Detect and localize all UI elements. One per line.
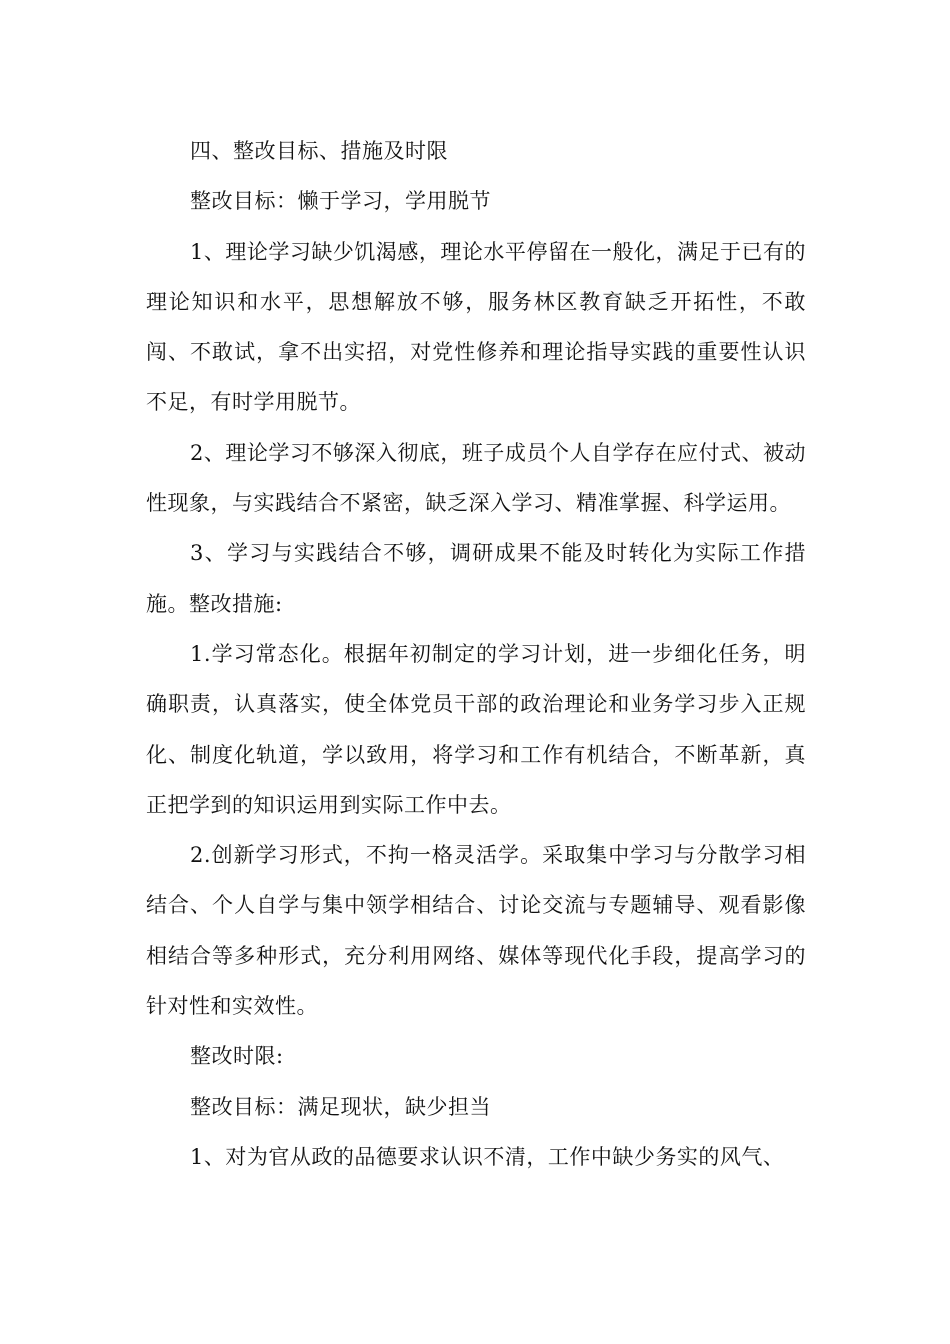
document-body bbox=[146, 126, 806, 1182]
rectification-goal-1: 整改目标：懒于学习，学用脱节 bbox=[190, 189, 491, 214]
rectification-goal-2: 整改目标：满足现状，缺少担当 bbox=[190, 1094, 491, 1119]
paragraph-measure-1: 1.学习常态化。根据年初制定的学习计划，进一步细化任务，明确职责，认真落实，使全体党员干部的政治理论和业务学习步入正规化、制度化轨道，学以致用，将学习和工作有机结合，不断革新，真正把学到的知识运用到实际工作中去。 bbox=[146, 641, 806, 817]
paragraph-problem-3: 3、学习与实践结合不够，调研成果不能及时转化为实际工作措施。整改措施: bbox=[146, 541, 806, 616]
section-heading: 四、整改目标、措施及时限 bbox=[190, 139, 448, 163]
paragraph-problem-2: 2、理论学习不够深入彻底，班子成员个人自学存在应付式、被动性现象，与实践结合不紧密，缺乏深入学习、精准掌握、科学运用。 bbox=[146, 440, 806, 516]
paragraph-problem-1: 1、理论学习缺少饥渴感，理论水平停留在一般化，满足于已有的理论知识和水平，思想解放不够，服务林区教育缺乏开拓性，不敢闯、不敢试，拿不出实招，对党性修养和理论指导实践的重要性认识不足，有时学用脱节。 bbox=[146, 239, 806, 415]
paragraph-problem-4: 1、对为官从政的品德要求认识不清，工作中缺少务实的风气、 bbox=[190, 1144, 785, 1169]
paragraph-measure-2: 2.创新学习形式，不拘一格灵活学。采取集中学习与分散学习相结合、个人自学与集中领学相结合、讨论交流与专题辅导、观看影像相结合等多种形式，充分利用网络、媒体等现代化手段，提高学习的针对性和实效性。 bbox=[146, 843, 806, 1019]
rectification-deadline: 整改时限: bbox=[190, 1044, 284, 1069]
